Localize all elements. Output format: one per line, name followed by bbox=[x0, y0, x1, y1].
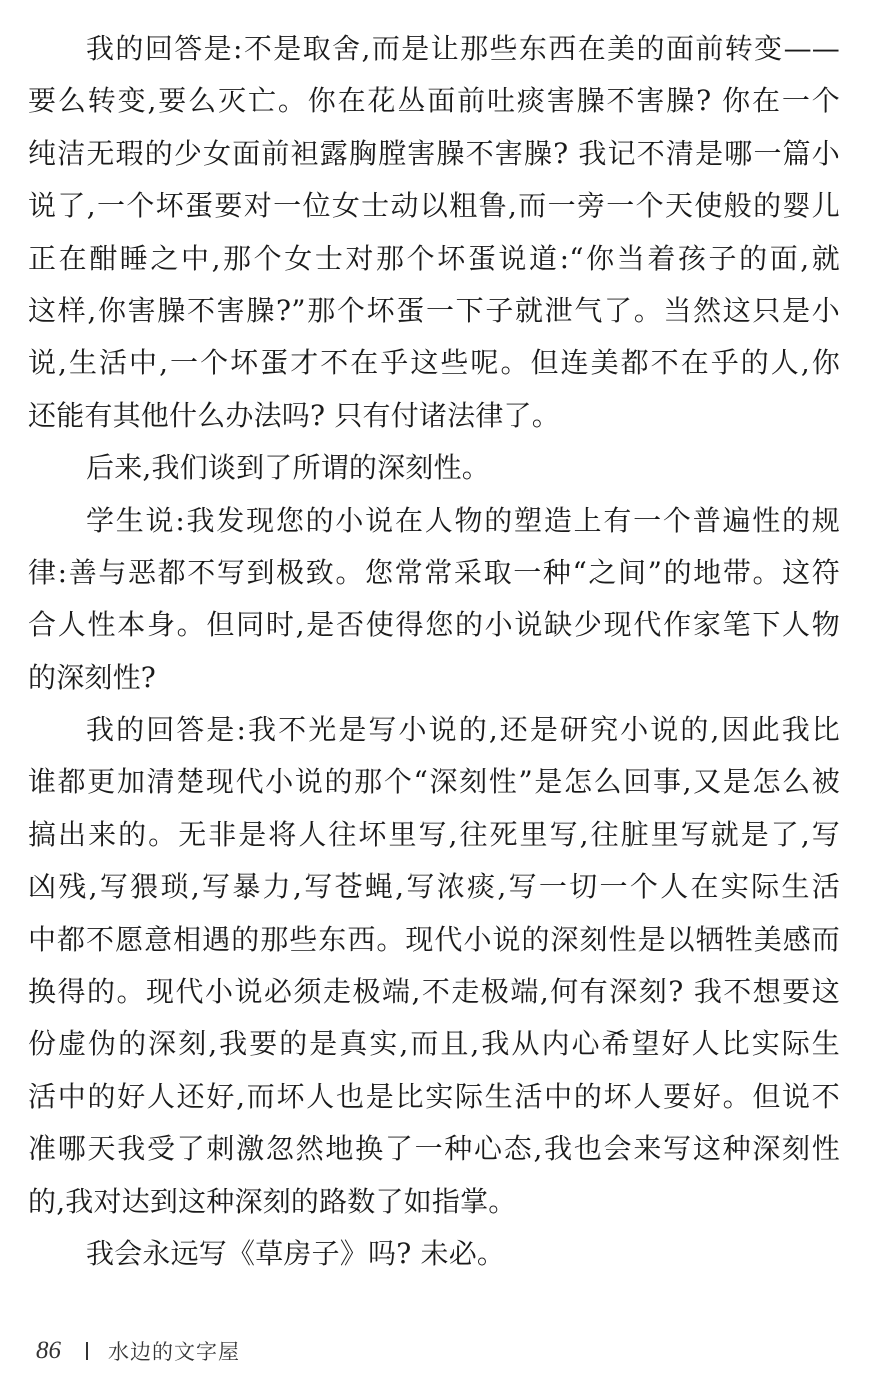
text-line: 说了,一个坏蛋要对一位女士动以粗鲁,而一旁一个天使般的婴儿 bbox=[28, 189, 840, 223]
text-line: 活中的好人还好,而坏人也是比实际生活中的坏人要好。但说不 bbox=[28, 1079, 840, 1113]
text-line: 合人性本身。但同时,是否使得您的小说缺少现代作家笔下人物 bbox=[28, 608, 840, 642]
text-line: 换得的。现代小说必须走极端,不走极端,何有深刻? 我不想要这 bbox=[28, 975, 840, 1009]
text-line: 这样,你害臊不害臊?”那个坏蛋一下子就泄气了。当然这只是小 bbox=[28, 293, 840, 327]
text-line: 我的回答是:我不光是写小说的,还是研究小说的,因此我比 bbox=[86, 713, 840, 747]
text-line: 还能有其他什么办法吗? 只有付诸法律了。 bbox=[28, 398, 560, 432]
page-body bbox=[28, 23, 840, 1280]
text-line: 的,我对达到这种深刻的路数了如指掌。 bbox=[28, 1184, 517, 1218]
paragraph bbox=[28, 23, 840, 442]
text-line: 搞出来的。无非是将人往坏里写,往死里写,往脏里写就是了,写 bbox=[28, 817, 840, 851]
text-line: 份虚伪的深刻,我要的是真实,而且,我从内心希望好人比实际生 bbox=[28, 1027, 840, 1061]
page-number: 86 bbox=[36, 1337, 61, 1364]
text-line: 后来,我们谈到了所谓的深刻性。 bbox=[86, 451, 490, 485]
paragraph bbox=[28, 704, 840, 1228]
paragraph bbox=[28, 495, 840, 705]
text-line: 正在酣睡之中,那个女士对那个坏蛋说道:“你当着孩子的面,就 bbox=[28, 241, 840, 275]
text-line: 说,生活中,一个坏蛋才不在乎这些呢。但连美都不在乎的人,你 bbox=[28, 346, 840, 380]
text-line: 要么转变,要么灭亡。你在花丛面前吐痰害臊不害臊? 你在一个 bbox=[28, 84, 840, 118]
text-line: 我会永远写《草房子》吗? 未必。 bbox=[86, 1236, 506, 1270]
text-line: 准哪天我受了刺激忽然地换了一种心态,我也会来写这种深刻性 bbox=[28, 1132, 840, 1166]
page-footer bbox=[36, 1331, 240, 1371]
text-line: 纯洁无瑕的少女面前袒露胸膛害臊不害臊? 我记不清是哪一篇小 bbox=[28, 136, 840, 170]
text-line: 中都不愿意相遇的那些东西。现代小说的深刻性是以牺牲美感而 bbox=[28, 922, 840, 956]
text-line: 的深刻性? bbox=[28, 660, 157, 694]
paragraph bbox=[28, 1228, 840, 1280]
text-line: 学生说:我发现您的小说在人物的塑造上有一个普遍性的规 bbox=[86, 503, 840, 537]
text-line: 我的回答是:不是取舍,而是让那些东西在美的面前转变—— bbox=[86, 32, 840, 65]
text-line: 凶残,写猥琐,写暴力,写苍蝇,写浓痰,写一切一个人在实际生活 bbox=[28, 870, 840, 904]
book-title: 水边的文字屋 bbox=[108, 1340, 240, 1364]
text-line: 谁都更加清楚现代小说的那个“深刻性”是怎么回事,又是怎么被 bbox=[28, 765, 840, 799]
footer-separator bbox=[86, 1342, 88, 1360]
paragraph bbox=[28, 442, 840, 494]
text-line: 律:善与恶都不写到极致。您常常采取一种“之间”的地带。这符 bbox=[28, 555, 840, 589]
